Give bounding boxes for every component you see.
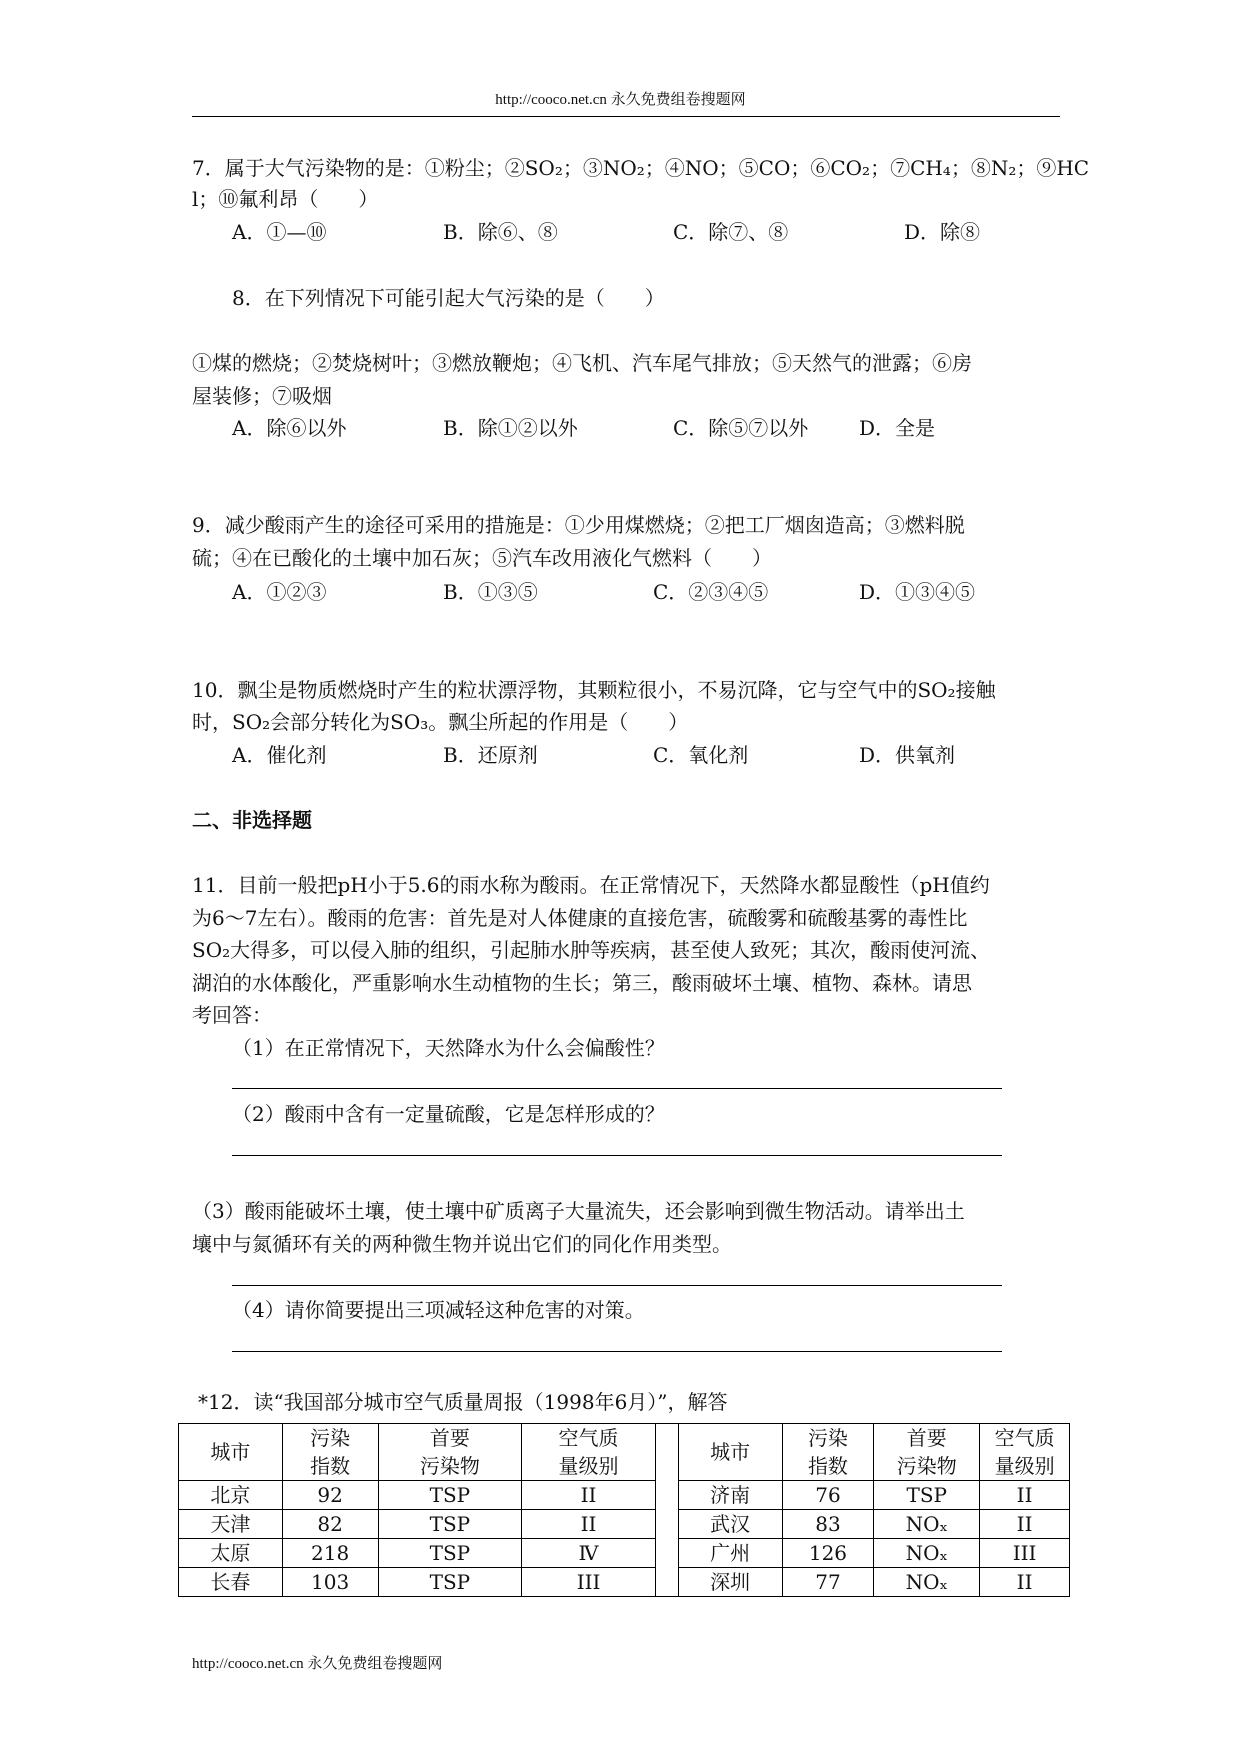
q8-line1: ①煤的燃烧；②焚烧树叶；③燃放鞭炮；④飞机、汽车尾气排放；⑤天然气的泄露；⑥房 — [192, 351, 972, 375]
answer-line[interactable] — [232, 1285, 1002, 1286]
q7-option-a: A．①—⑩ — [232, 220, 327, 244]
q11-line2: 为6～7左右）。酸雨的危害：首先是对人体健康的直接危害，硫酸雾和硫酸基雾的毒性比 — [192, 906, 968, 930]
header-main-pollutant: 首要 污染物 — [874, 1424, 980, 1481]
cell-level: Ⅳ — [522, 1539, 656, 1568]
cell-index: 82 — [282, 1510, 378, 1539]
cell-city: 广州 — [678, 1539, 782, 1568]
table-row — [179, 1568, 1070, 1597]
cell-index: 76 — [782, 1481, 874, 1510]
q8-option-b: B．除①②以外 — [443, 416, 578, 440]
cell-level: III — [522, 1568, 656, 1597]
cell-city: 长春 — [179, 1568, 283, 1597]
q11-sub1: （1）在正常情况下，天然降水为什么会偏酸性？ — [232, 1036, 665, 1060]
table-header-row — [179, 1424, 1070, 1481]
q9-option-b: B．①③⑤ — [443, 580, 538, 604]
q11-line5: 考回答： — [192, 1003, 272, 1027]
q10-option-b: B．还原剂 — [443, 743, 538, 767]
section-title: 二、非选择题 — [192, 808, 312, 832]
q11-line1: 11．目前一般把pH小于5.6的雨水称为酸雨。在正常情况下，天然降水都显酸性（pH值约 — [192, 873, 990, 897]
q11-sub4: （4）请你简要提出三项减轻这种危害的对策。 — [232, 1298, 645, 1322]
cell-level: II — [522, 1481, 656, 1510]
page-footer: http://cooco.net.cn 永久免费组卷搜题网 — [192, 1656, 443, 1672]
cell-level: III — [980, 1539, 1070, 1568]
q8-option-d: D．全是 — [859, 416, 936, 440]
cell-index: 77 — [782, 1568, 874, 1597]
cell-level: II — [980, 1481, 1070, 1510]
header-city: 城市 — [179, 1424, 283, 1481]
q7-option-c: C．除⑦、⑧ — [673, 220, 789, 244]
cell-index: 83 — [782, 1510, 874, 1539]
cell-city: 北京 — [179, 1481, 283, 1510]
q8-line2: 屋装修；⑦吸烟 — [192, 384, 332, 408]
table-divider — [655, 1424, 678, 1597]
cell-index: 126 — [782, 1539, 874, 1568]
cell-pollutant: TSP — [378, 1539, 522, 1568]
table-row — [179, 1539, 1070, 1568]
header-index: 污染 指数 — [282, 1424, 378, 1481]
cell-pollutant: NOₓ — [874, 1539, 980, 1568]
cell-city: 武汉 — [678, 1510, 782, 1539]
q9-option-a: A．①②③ — [232, 580, 327, 604]
cell-index: 92 — [282, 1481, 378, 1510]
cell-city: 太原 — [179, 1539, 283, 1568]
q12-stem: *12．读“我国部分城市空气质量周报（1998年6月）”，解答 — [198, 1390, 728, 1414]
air-quality-table — [178, 1423, 1070, 1597]
answer-line[interactable] — [232, 1351, 1002, 1352]
cell-city: 天津 — [179, 1510, 283, 1539]
cell-pollutant: TSP — [378, 1481, 522, 1510]
header-main-pollutant: 首要 污染物 — [378, 1424, 522, 1481]
header-rule — [192, 116, 1060, 117]
cell-pollutant: NOₓ — [874, 1568, 980, 1597]
table-row — [179, 1481, 1070, 1510]
cell-pollutant: TSP — [378, 1568, 522, 1597]
header-quality-level: 空气质 量级别 — [522, 1424, 656, 1481]
q11-line3: SO₂大得多，可以侵入肺的组织，引起肺水肿等疾病，甚至使人致死；其次，酸雨使河流、 — [192, 938, 991, 962]
q9-option-d: D．①③④⑤ — [859, 580, 976, 604]
q11-sub3-line2: 壤中与氮循环有关的两种微生物并说出它们的同化作用类型。 — [192, 1232, 732, 1256]
cell-city: 济南 — [678, 1481, 782, 1510]
cell-pollutant: NOₓ — [874, 1510, 980, 1539]
q10-option-a: A．催化剂 — [232, 743, 327, 767]
q10-line2: 时，SO₂会部分转化为SO₃。飘尘所起的作用是（ ） — [192, 710, 689, 734]
cell-index: 218 — [282, 1539, 378, 1568]
q11-sub2: （2）酸雨中含有一定量硫酸，它是怎样形成的？ — [232, 1102, 665, 1126]
header-quality-level: 空气质 量级别 — [980, 1424, 1070, 1481]
table-row — [179, 1510, 1070, 1539]
page-header: http://cooco.net.cn 永久免费组卷搜题网 — [495, 92, 746, 108]
header-city: 城市 — [678, 1424, 782, 1481]
header-index: 污染 指数 — [782, 1424, 874, 1481]
q9-line1: 9．减少酸雨产生的途径可采用的措施是：①少用煤燃烧；②把工厂烟囱造高；③燃料脱 — [192, 513, 965, 537]
cell-level: II — [980, 1568, 1070, 1597]
cell-pollutant: TSP — [378, 1510, 522, 1539]
cell-pollutant: TSP — [874, 1481, 980, 1510]
q10-line1: 10．飘尘是物质燃烧时产生的粒状漂浮物，其颗粒很小，不易沉降，它与空气中的SO₂接触 — [192, 678, 996, 702]
q7-line1: 7．属于大气污染物的是：①粉尘；②SO₂；③NO₂；④NO；⑤CO；⑥CO₂；⑦CH₄；⑧N₂；⑨HC — [192, 156, 1090, 180]
q9-option-c: C．②③④⑤ — [653, 580, 769, 604]
q7-option-d: D．除⑧ — [904, 220, 981, 244]
q8-option-a: A．除⑥以外 — [232, 416, 347, 440]
q10-option-d: D．供氧剂 — [859, 743, 956, 767]
q7-line2: l；⑩氟利昂（ ） — [192, 187, 379, 211]
q10-option-c: C．氧化剂 — [653, 743, 749, 767]
q11-line4: 湖泊的水体酸化，严重影响水生动植物的生长；第三，酸雨破坏土壤、植物、森林。请思 — [192, 971, 972, 995]
q8-stem: 8．在下列情况下可能引起大气污染的是（ ） — [232, 286, 665, 310]
q9-line2: 硫；④在已酸化的土壤中加石灰；⑤汽车改用液化气燃料（ ） — [192, 546, 772, 570]
cell-index: 103 — [282, 1568, 378, 1597]
answer-line[interactable] — [232, 1088, 1002, 1089]
cell-level: II — [980, 1510, 1070, 1539]
answer-line[interactable] — [232, 1155, 1002, 1156]
cell-level: II — [522, 1510, 656, 1539]
q8-option-c: C．除⑤⑦以外 — [673, 416, 809, 440]
q11-sub3-line1: （3）酸雨能破坏土壤，使土壤中矿质离子大量流失，还会影响到微生物活动。请举出土 — [192, 1199, 965, 1223]
cell-city: 深圳 — [678, 1568, 782, 1597]
q7-option-b: B．除⑥、⑧ — [443, 220, 558, 244]
